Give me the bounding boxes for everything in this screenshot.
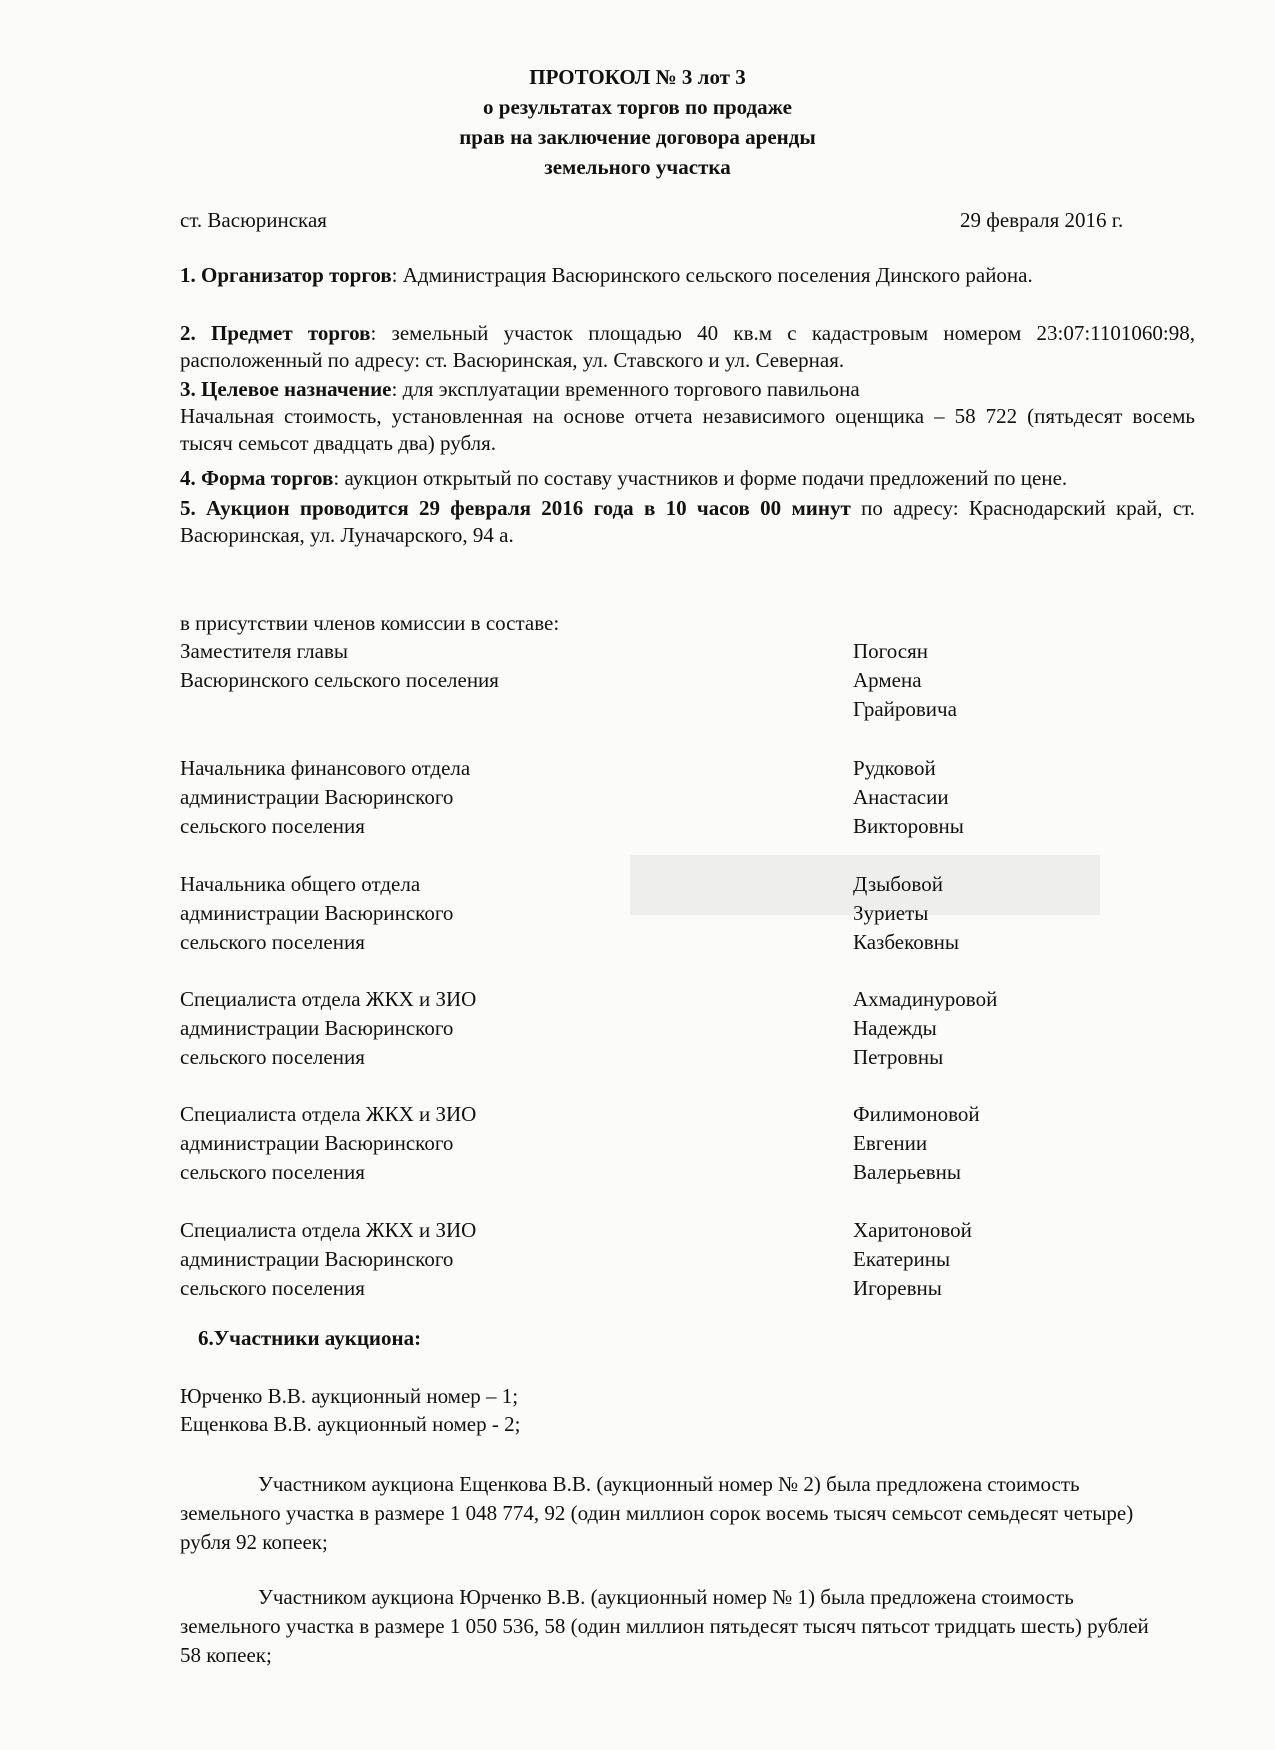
commission-name-4 (853, 985, 997, 1072)
name-line: Викторовны (853, 814, 964, 838)
name-line: Рудковой (853, 756, 936, 780)
role-line: сельского поселения (180, 814, 365, 838)
section-4 (180, 465, 1195, 492)
name-line: Надежды (853, 1016, 937, 1040)
bid-1: Участником аукциона Ещенкова В.В. (аукционный номер № 2) была предложена стоимость земельного участка в размере 1 048 774, 92 (один миллион сорок восемь тысяч семьсот семьдесят четыре) рубля 92 копеек; (180, 1472, 1134, 1554)
name-line: Зуриеты (853, 901, 929, 925)
title-line-4: земельного участка (544, 155, 731, 179)
name-line: Дзыбовой (853, 872, 943, 896)
section-1-label: 1. Организатор торгов (180, 263, 392, 287)
commission-name-2 (853, 754, 964, 841)
commission-role-6 (180, 1216, 476, 1303)
initial-price: Начальная стоимость, установленная на основе отчета независимого оценщика – 58 722 (пятьдесят восемь тысяч семьсот двадцать два) рубля. (180, 404, 1195, 455)
document-title (0, 62, 1275, 182)
section-2-text: : земельный участок площадью 40 кв.м с кадастровым номером 23:07:1101060:98, расположенный по адресу: ст. Васюринская, ул. Ставского и ул. Северная. (180, 321, 1195, 372)
role-line: администрации Васюринского (180, 1247, 454, 1271)
section-1 (180, 262, 1195, 289)
role-line: сельского поселения (180, 1045, 365, 1069)
name-line: Филимоновой (853, 1102, 980, 1126)
role-line: администрации Васюринского (180, 1131, 454, 1155)
name-line: Анастасии (853, 785, 949, 809)
place: ст. Васюринская (180, 208, 327, 232)
name-line: Евгении (853, 1131, 928, 1155)
commission-role-3 (180, 870, 453, 957)
section-3 (180, 376, 1195, 403)
role-line: сельского поселения (180, 1276, 365, 1300)
role-line: Васюринского сельского поселения (180, 668, 499, 692)
role-line: администрации Васюринского (180, 1016, 454, 1040)
name-line: Грайровича (853, 697, 957, 721)
commission-name-5 (853, 1100, 980, 1187)
section-5-text: по адресу: Краснодарский край, ст. Васюринская, ул. Луначарского, 94 а. (180, 496, 1195, 547)
name-line: Ахмадинуровой (853, 987, 998, 1011)
commission-role-1 (180, 637, 499, 695)
section-2-label: 2. Предмет торгов (180, 321, 371, 345)
commission-name-3 (853, 870, 959, 957)
commission-name-6 (853, 1216, 972, 1303)
role-line: сельского поселения (180, 1160, 365, 1184)
role-line: администрации Васюринского (180, 901, 454, 925)
commission-role-4 (180, 985, 476, 1072)
document-date: 29 февраля 2016 г. (960, 208, 1124, 232)
section-5 (180, 495, 1195, 549)
participant-1: Юрченко В.В. аукционный номер – 1; (180, 1384, 519, 1408)
role-line: Начальника финансового отдела (180, 756, 471, 780)
role-line: Начальника общего отдела (180, 872, 421, 896)
section-3-text: : для эксплуатации временного торгового павильона (391, 377, 860, 401)
role-line: Специалиста отдела ЖКХ и ЗИО (180, 1218, 477, 1242)
name-line: Казбековны (853, 930, 959, 954)
role-line: сельского поселения (180, 930, 365, 954)
section-2 (180, 320, 1195, 374)
name-line: Армена (853, 668, 922, 692)
section-3-label: 3. Целевое назначение (180, 377, 392, 401)
name-line: Петровны (853, 1045, 944, 1069)
commission-role-5 (180, 1100, 476, 1187)
title-line-1: ПРОТОКОЛ № 3 лот 3 (529, 65, 746, 89)
participant-2: Ещенкова В.В. аукционный номер - 2; (180, 1412, 521, 1436)
role-line: Специалиста отдела ЖКХ и ЗИО (180, 1102, 477, 1126)
role-line: Специалиста отдела ЖКХ и ЗИО (180, 987, 477, 1011)
commission-name-1 (853, 637, 957, 724)
commission-role-2 (180, 754, 470, 841)
title-line-2: о результатах торгов по продаже (483, 95, 792, 119)
role-line: администрации Васюринского (180, 785, 454, 809)
role-line: Заместителя главы (180, 639, 348, 663)
section-4-label: 4. Форма торгов (180, 466, 334, 490)
name-line: Екатерины (853, 1247, 951, 1271)
name-line: Харитоновой (853, 1218, 972, 1242)
section-5-label: 5. Аукцион проводится 29 февраля 2016 года в 10 часов 00 минут (180, 496, 851, 520)
name-line: Погосян (853, 639, 928, 663)
participants-heading: 6.Участники аукциона: (198, 1326, 422, 1350)
name-line: Игоревны (853, 1276, 942, 1300)
section-1-text: : Администрация Васюринского сельского поселения Динского района. (391, 263, 1033, 287)
bid-2: Участником аукциона Юрченко В.В. (аукционный номер № 1) была предложена стоимость земельного участка в размере 1 050 536, 58 (один миллион пятьдесят тысяч пятьсот тридцать шесть) рублей 58 копеек; (180, 1585, 1149, 1667)
section-4-text: : аукцион открытый по составу участников и форме подачи предложений по цене. (333, 466, 1068, 490)
title-line-3: прав на заключение договора аренды (459, 125, 816, 149)
name-line: Валерьевны (853, 1160, 961, 1184)
commission-intro: в присутствии членов комиссии в составе: (180, 611, 560, 635)
